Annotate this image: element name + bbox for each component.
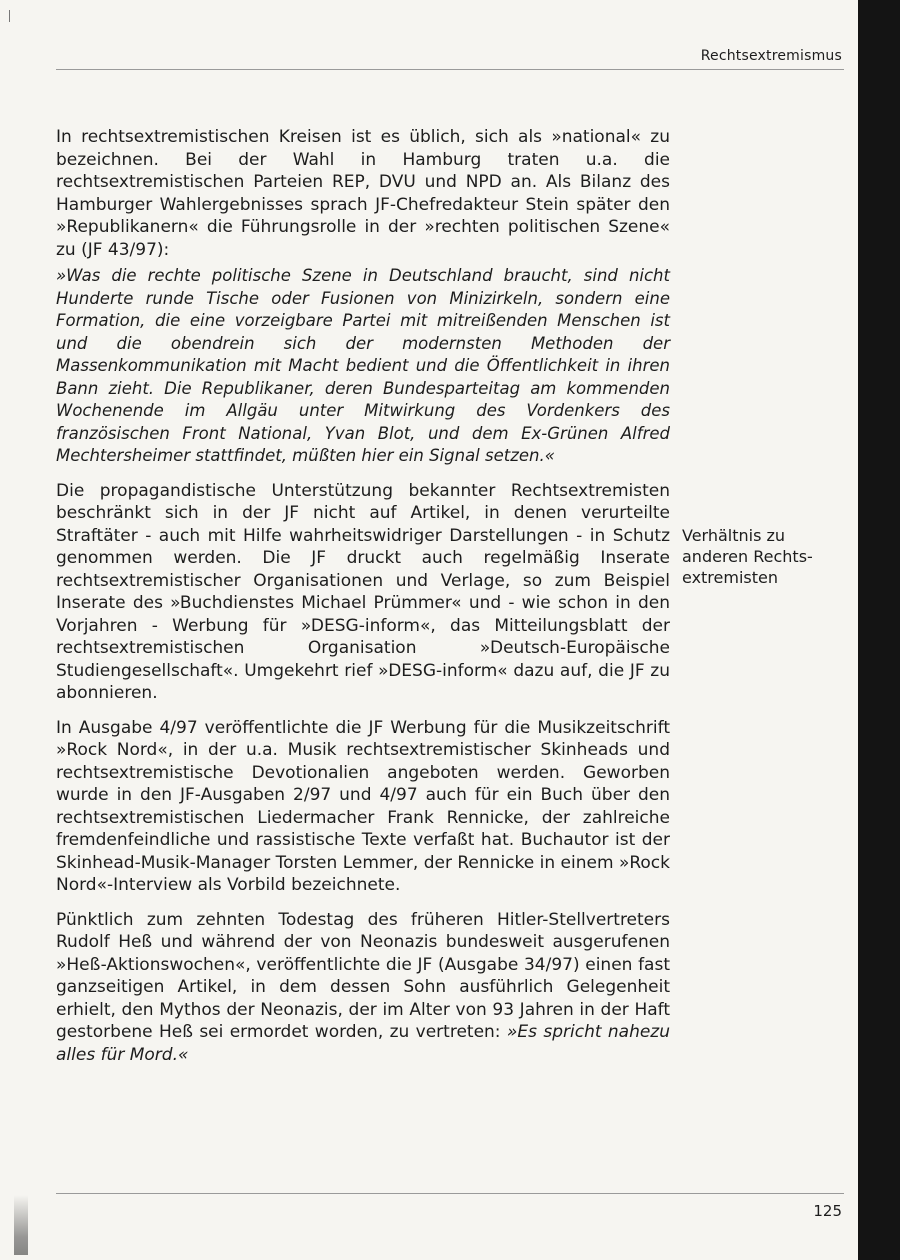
main-text-column bbox=[56, 126, 670, 1078]
margin-note-line-2: anderen Rechts- bbox=[682, 547, 813, 566]
edge-mark-top bbox=[9, 10, 10, 22]
block-quote: »Was die rechte politische Szene in Deutschland braucht, sind nicht Hunderte runde Tische oder Fusionen von Minizirkeln, sondern eine Formation, die eine vorzeigbare Partei mit mitreißenden Menschen ist und die obendrein sich der modernsten Methoden der Massenkommunikation mit Macht bedient und die Öffentlichkeit in ihren Bann zieht. Die Republikaner, deren Bundesparteitag am kommenden Wochenende im Allgäu unter Mitwirkung des Vordenkers des französischen Front National, Yvan Blot, und dem Ex-Grünen Alfred Mechtersheimer stattfindet, müßten hier ein Signal setzen.« bbox=[56, 266, 670, 465]
paragraph-hess-quote: »Es spricht nahezu alles für Mord.« bbox=[56, 1022, 671, 1065]
paragraph-rock-nord: In Ausgabe 4/97 veröffentlichte die JF Werbung für die Musikzeitschrift »Rock Nord«, in der u.a. Musik rechtsextremistischer Skinheads und rechtsextremistische Devotionalien angeboten werden. Geworben wurde in den JF-Ausgaben 2/97 und 4/97 auch für ein Buch über den rechtsextremistischen Liedermacher Frank Rennicke, der zahlreiche fremdenfeindliche und rassistische Texte verfaßt hat. Buchautor ist der Skinhead-Musik-Manager Torsten Lemmer, der Rennicke in einem »Rock Nord«-Interview als Vorbild bezeichnete. bbox=[56, 717, 670, 895]
intro-paragraph: In rechtsextremistischen Kreisen ist es üblich, sich als »national« zu bezeichnen. Bei der Wahl in Hamburg traten u.a. die rechtsextremistischen Parteien REP, DVU und NPD an. Als Bilanz des Hamburger Wahlergebnisses sprach JF-Chefredakteur Stein später den »Republikanern« die Führungsrolle in der »rechten politischen Szene« zu (JF 43/97): bbox=[56, 127, 670, 260]
edge-mark-bottom bbox=[14, 1195, 28, 1255]
margin-note-line-1: Verhältnis zu bbox=[682, 526, 786, 545]
running-header: Rechtsextremismus bbox=[700, 48, 842, 64]
page-number: 125 bbox=[813, 1202, 842, 1220]
margin-note-line-3: extremisten bbox=[682, 568, 778, 587]
header-rule bbox=[56, 69, 844, 70]
footer-rule bbox=[56, 1193, 844, 1194]
paragraph-propaganda: Die propagandistische Unterstützung bekannter Rechtsextremisten beschränkt sich in der JF nicht auf Artikel, in denen verurteilte Straftäter - auch mit Hilfe wahrheitswidriger Darstellungen - in Schutz genommen werden. Die JF druckt auch regelmäßig Inserate rechtsextremistischer Organisationen und Verlage, so zum Beispiel Inserate des »Buchdienstes Michael Prümmer« und - wie schon in den Vorjahren - Werbung für »DESG-inform«, das Mitteilungsblatt der rechtsextremistischen Organisation »Deutsch-Europäische Studiengesellschaft«. Umgekehrt rief »DESG-inform« dazu auf, die JF zu abonnieren. bbox=[56, 480, 670, 703]
paragraph-hess-text: Pünktlich zum zehnten Todestag des früheren Hitler-Stellvertreters Rudolf Heß und während der von Neonazis bundesweit ausgerufenen »Heß-Aktionswochen«, veröffentlichte die JF (Ausgabe 34/97) einen fast ganzseitigen Artikel, in dem dessen Sohn ausführlich Gelegenheit erhielt, den Mythos der Neonazis, der im Alter von 93 Jahren in der Haft gestorbene Heß sei ermordet worden, zu vertreten: bbox=[56, 909, 670, 1042]
page-edge-shadow bbox=[858, 0, 900, 1260]
margin-note bbox=[682, 525, 842, 588]
paragraph-hess bbox=[56, 909, 670, 1067]
